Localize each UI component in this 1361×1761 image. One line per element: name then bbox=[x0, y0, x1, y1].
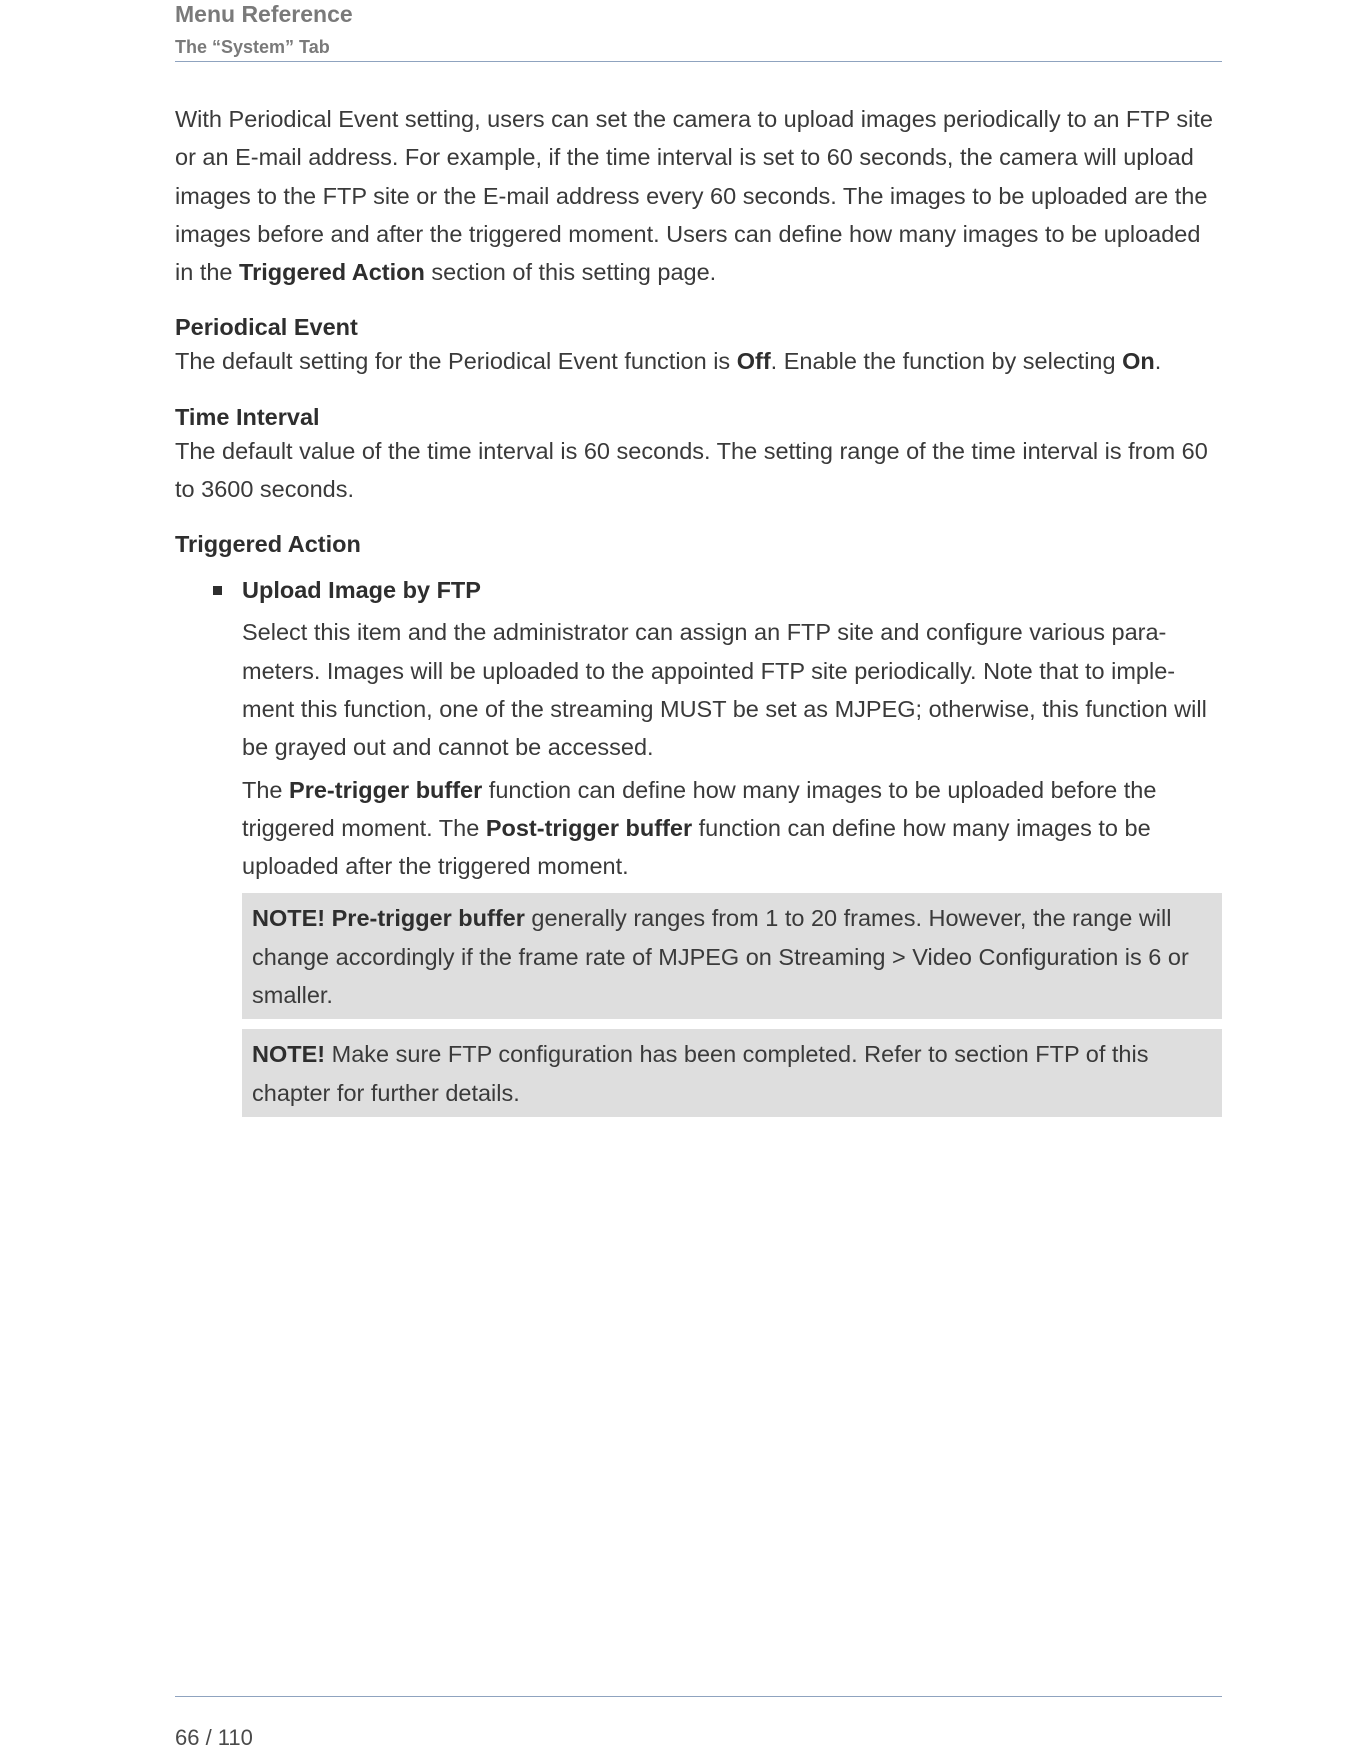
periodical-event-bold-on: On bbox=[1122, 348, 1155, 375]
periodical-event-text-3: . bbox=[1154, 348, 1162, 375]
intro-bold-triggered-action: Triggered Action bbox=[239, 259, 425, 286]
upload-ftp-paragraph-2 bbox=[242, 771, 1222, 886]
upload-ftp-p2-text-1: The bbox=[242, 776, 290, 803]
note-label-ftp-config: NOTE! bbox=[252, 1041, 326, 1068]
intro-text-2: section of this setting page. bbox=[424, 259, 717, 286]
note-text-ftp-config: Make sure FTP configuration has been completed. Refer to section FTP of this chapter for further details. bbox=[252, 1041, 1149, 1106]
header-title: Menu Reference bbox=[175, 1, 353, 27]
upload-ftp-p2-bold-pre-trigger: Pre-trigger buffer bbox=[289, 776, 483, 803]
page-number: 66 / 110 bbox=[175, 1725, 253, 1750]
periodical-event-bold-off: Off bbox=[736, 348, 771, 375]
upload-ftp-title: Upload Image by FTP bbox=[242, 577, 481, 604]
upload-ftp-paragraph-1: Select this item and the administrator can assign an FTP site and configure various para-meters. Images will be uploaded to the appointed FTP site periodically. Note that to imple-ment this function, one of the streaming MUST be set as MJPEG; otherwise, this function will be grayed out and cannot be accessed. bbox=[242, 619, 1207, 761]
page-header bbox=[175, 0, 1222, 62]
note-box-ftp-config bbox=[242, 1029, 1222, 1117]
triggered-action-heading: Triggered Action bbox=[175, 531, 361, 558]
note-text-pre-trigger: generally ranges from 1 to 20 frames. However, the range will change accordingly if the frame rate of MJPEG on Streaming > Video Configuration is 6 or smaller. bbox=[252, 905, 1189, 1009]
periodical-event-text-1: The default setting for the Periodical Event function is bbox=[175, 348, 737, 375]
time-interval-heading: Time Interval bbox=[175, 403, 320, 430]
upload-ftp-p2-text-2: function can define how many images to be uploaded before the triggered moment. The bbox=[242, 776, 1157, 841]
time-interval-paragraph: The default value of the time interval is 60 seconds. The setting range of the time interval is from 60 to 3600 seconds. bbox=[175, 437, 1208, 503]
note-box-pre-trigger bbox=[242, 893, 1222, 1019]
periodical-event-text-2: . Enable the function by selecting bbox=[770, 348, 1123, 375]
intro-text-1: With Periodical Event setting, users can set the camera to upload images periodically to an FTP site or an E-mail address. For example, if the time interval is set to 60 seconds, the camera will upload images to the FTP site or the E-mail address every 60 seconds. The images to be uploaded are the images before and after the triggered moment. Users can define how many images to be uploaded in the bbox=[175, 106, 1213, 286]
upload-ftp-p2-bold-post-trigger: Post-trigger buffer bbox=[485, 814, 693, 841]
periodical-event-heading: Periodical Event bbox=[175, 314, 358, 341]
page-content bbox=[175, 100, 1222, 1117]
intro-paragraph bbox=[175, 100, 1222, 291]
header-subtitle: The “System” Tab bbox=[175, 37, 330, 57]
footer-divider bbox=[175, 1696, 1222, 1697]
upload-ftp-p2-text-3: function can define how many images to be uploaded after the triggered moment. bbox=[242, 814, 1151, 880]
periodical-event-paragraph bbox=[175, 342, 1222, 380]
upload-ftp-item bbox=[175, 575, 1222, 1117]
bullet-square-icon bbox=[213, 586, 222, 595]
note-label-pre-trigger: NOTE! Pre-trigger buffer bbox=[252, 905, 525, 932]
